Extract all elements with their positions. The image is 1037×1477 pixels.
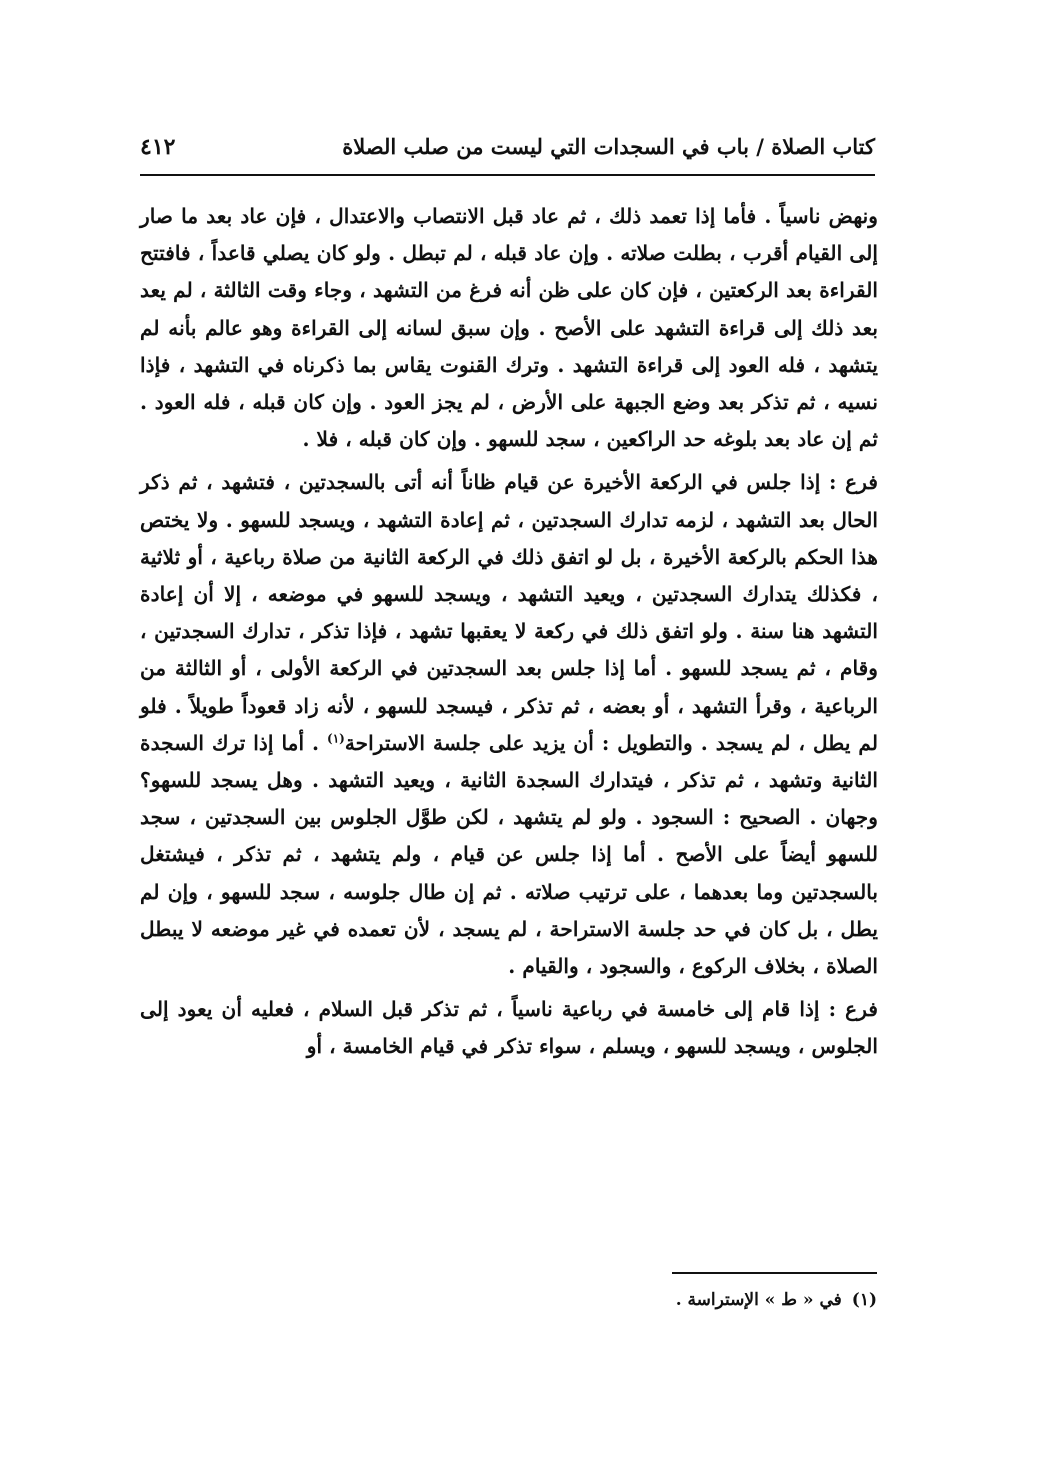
- page-body: [140, 198, 878, 1072]
- paragraph-3: [140, 991, 878, 1065]
- paragraph-1: ونهض ناسياً . فأما إذا تعمد ذلك ، ثم عاد قبل الانتصاب والاعتدال ، فإن عاد بعد ما صار إلى القيام أقرب ، بطلت صلاته . وإن عاد قبله ، لم تبطل . ولو كان يصلي قاعداً ، فافتتح القراءة بعد الركعتين ، فإن كان على ظن أنه فرغ من التشهد ، وجاء وقت الثالثة ، لم يعد بعد ذلك إلى قراءة التشهد على الأصح . وإن سبق لسانه إلى القراءة وهو عالم بأنه لم يتشهد ، فله العود إلى قراءة التشهد . وترك القنوت يقاس بما ذكرناه في التشهد ، فإذا نسيه ، ثم تذكر بعد وضع الجبهة على الأرض ، لم يجز العود . وإن كان قبله ، فله العود . ثم إن عاد بعد بلوغه حد الراكعين ، سجد للسهو . وإن كان قبله ، فلا .: [140, 204, 878, 452]
- footnote: [377, 1290, 877, 1310]
- footnote-number: (١): [851, 1290, 877, 1310]
- paragraph-2: [140, 464, 878, 985]
- footnote-text: في « ط » الإستراسة .: [675, 1290, 842, 1310]
- paragraph-2-text-b: . أما إذا ترك السجدة الثانية وتشهد ، ثم تذكر ، فيتدارك السجدة الثانية ، ويعيد التشهد . وهل يسجد للسهو؟ وجهان . الصحيح : السجود . ولو لم يتشهد ، لكن طوَّل الجلوس بين السجدتين ، سجد للسهو أيضاً على الأصح . أما إذا جلس عن قيام ، ولم يتشهد ، ثم تذكر ، فيشتغل بالسجدتين وما بعدهما ، على ترتيب صلاته . ثم إن طال جلوسه ، سجد للسهو ، وإن لم يطل ، بل كان في حد جلسة الاستراحة ، لم يسجد ، لأن تعمده في غير موضعه لا يبطل الصلاة ، بخلاف الركوع ، والسجود ، والقيام .: [140, 730, 878, 979]
- paragraph-2-text-a: إذا جلس في الركعة الأخيرة عن قيام ظاناً أنه أتى بالسجدتين ، فتشهد ، ثم ذكر الحال بعد التشهد ، لزمه تدارك السجدتين ، ثم إعادة التشهد ، ويسجد للسهو . ولا يختص هذا الحكم بالركعة الأخيرة ، بل لو اتفق ذلك في الركعة الثانية من صلاة رباعية ، أو ثلاثية ، فكذلك يتدارك السجدتين ، ويعيد التشهد ، ويسجد للسهو في موضعه ، إلا أن إعادة التشهد هنا سنة . ولو اتفق ذلك في ركعة لا يعقبها تشهد ، فإذا تذكر ، تدارك السجدتين ، وقام ، ثم يسجد للسهو . أما إذا جلس بعد السجدتين في الركعة الأولى ، أو الثالثة من الرباعية ، وقرأ التشهد ، أو بعضه ، ثم تذكر ، فيسجد للسهو ، لأنه زاد قعوداً طويلاً . فلو لم يطل ، لم يسجد . والتطويل : أن يزيد على جلسة الاستراحة: [140, 470, 879, 755]
- far-label: فرع :: [828, 997, 878, 1022]
- footnote-reference[interactable]: (١): [327, 731, 345, 746]
- page-number: ٤١٢: [140, 134, 176, 160]
- page-header: [140, 128, 875, 176]
- chapter-title: كتاب الصلاة / باب في السجدات التي ليست من صلب الصلاة: [342, 134, 875, 159]
- footnote-divider: [672, 1272, 877, 1274]
- paragraph-3-text: إذا قام إلى خامسة في رباعية ناسياً ، ثم تذكر قبل السلام ، فعليه أن يعود إلى الجلوس ، ويسجد للسهو ، ويسلم ، سواء تذكر في قيام الخامسة ، أو: [140, 997, 878, 1059]
- far-label: فرع :: [829, 470, 878, 495]
